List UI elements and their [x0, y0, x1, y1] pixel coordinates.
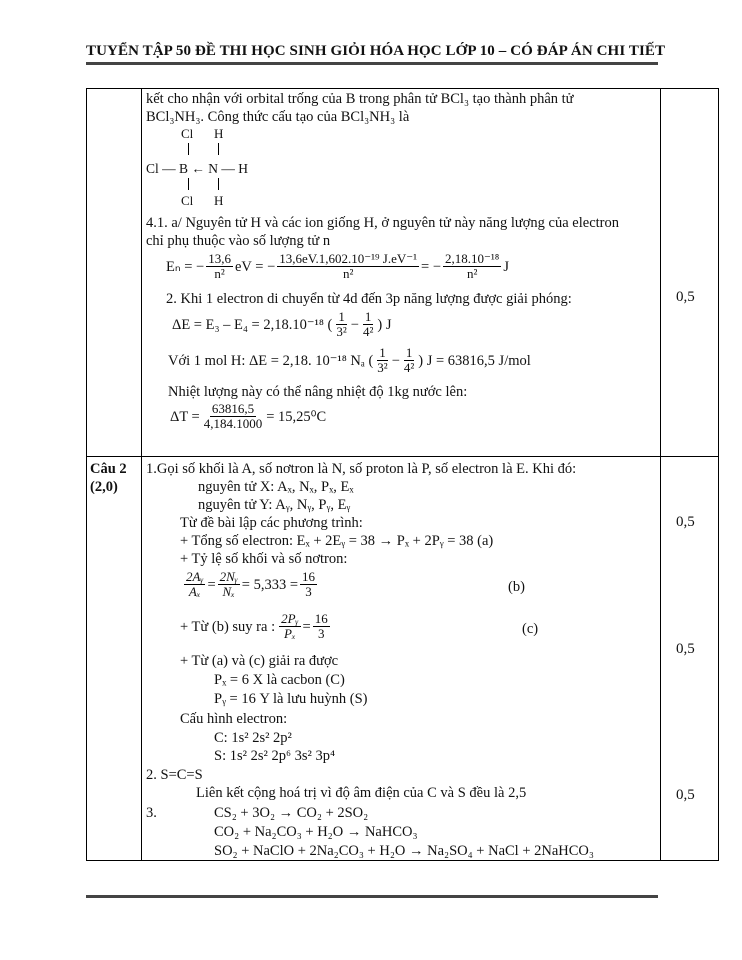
eq-part: eV = − [235, 258, 276, 275]
eq-part: n² [214, 266, 225, 281]
text-line: S: 1s² 2s² 2p⁶ 3s² 3p⁴ [214, 748, 336, 764]
text-line: BCl₃NH₃. Công thức cấu tạo của BCl₃NH₃ là [146, 109, 410, 125]
molar-energy-equation [168, 346, 531, 375]
eq-part: Với 1 mol H: ΔE = 2,18. 10⁻¹⁸ Nₐ ( [168, 352, 374, 369]
page-header: TUYỂN TẬP 50 ĐỀ THI HỌC SINH GIỎI HÓA HỌC LỚP 10 – CÓ ĐÁP ÁN CHI TIẾT [86, 43, 666, 59]
eq-part: 2Aᵧ [186, 569, 204, 584]
score-value: 0,5 [676, 641, 695, 657]
eq-part: = 5,333 = [241, 576, 299, 593]
eq-part: − [391, 352, 400, 369]
eq-part: 16 [302, 569, 316, 584]
energy-equation [166, 252, 509, 281]
eq-part: 3 [305, 584, 312, 599]
eq-part: 16 [314, 611, 328, 626]
reaction-line: CS₂ + 3O₂ → CO₂ + 2SO₂ [214, 805, 369, 821]
footer-rule [86, 895, 658, 898]
text-line: Pₓ = 6 X là cacbon (C) [214, 672, 345, 688]
eq-part: 1 [379, 345, 386, 360]
score-value: 0,5 [676, 787, 695, 803]
eq-part: 1 [338, 309, 345, 324]
eq-part: 13,6 [208, 251, 231, 266]
bond-line: Cl — B ← N — H [146, 161, 249, 176]
question-points: (2,0) [90, 479, 118, 495]
text-line: 1.Gọi số khối là A, số nơtron là N, số proton là P, số electron là E. Khi đó: [146, 461, 577, 477]
eq-part: 2Pᵧ [281, 611, 299, 626]
eq-part: 1 [364, 309, 372, 324]
header-rule [86, 62, 658, 65]
eq-part: 3² [377, 360, 388, 375]
eq-part: 3 [317, 626, 325, 641]
eq-part: 63816,5 [211, 401, 255, 416]
eq-part: 2Nᵧ [219, 569, 238, 584]
text-line: nguyên tử Y: Aᵧ, Nᵧ, Pᵧ, Eᵧ [198, 497, 351, 513]
eq-part: J [503, 258, 509, 275]
eq-part: 2,18.10⁻¹⁸ [445, 251, 500, 266]
eq-part: Pₓ [284, 626, 296, 641]
atom-label: H [214, 126, 224, 141]
eq-part: 13,6eV.1,602.10⁻¹⁹ J.eV⁻¹ [279, 251, 418, 266]
question-label: Câu 2 [90, 461, 127, 477]
eq-part: Aₓ [188, 584, 201, 599]
atom-label: Cl [181, 126, 194, 141]
score-value: 0,5 [676, 289, 695, 305]
text-line: + Từ (a) và (c) giải ra được [180, 653, 339, 669]
proton-ratio-equation: + Từ (b) suy ra : $\frac{\text{2Pᵧ}}{\text{Pₓ}}$ = $\frac{16}{3}$ [180, 611, 328, 641]
eq-part: 4² [403, 360, 415, 375]
eq-part: ) J = 63816,5 J/mol [418, 352, 531, 369]
eq-part: ) J [377, 316, 392, 333]
delta-e-equation [172, 310, 391, 339]
eq-part: − [350, 316, 359, 333]
atom-label: H [214, 193, 224, 208]
text-line: chỉ phụ thuộc vào số lượng tử n [146, 233, 331, 249]
text-line: + Tỷ lệ số khối và số nơtron: [180, 551, 348, 567]
text-line: 2. S=C=S [146, 767, 203, 783]
text-line: kết cho nhận với orbital trống của B trong phân tử BCl₃ tạo thành phân tử [146, 91, 574, 107]
text-line: Nhiệt lượng này có thể nâng nhiệt độ 1kg nước lên: [168, 384, 468, 400]
reaction-line: CO₂ + Na₂CO₃ + H₂O → NaHCO₃ [214, 824, 418, 840]
eq-part: n² [466, 266, 478, 281]
reaction-line: SO₂ + NaClO + 2Na₂CO₃ + H₂O → Na₂SO₄ + NaCl + 2NaHCO₃ [214, 843, 594, 859]
eq-part: ΔT = [170, 408, 200, 425]
atom-label: Cl [181, 193, 194, 208]
eq-part: 4² [362, 324, 374, 339]
text-line: nguyên tử X: Aₓ, Nₓ, Pₓ, Eₓ [198, 479, 354, 495]
text-line: 4.1. a/ Nguyên tử H và các ion giống H, ở nguyên tử này năng lượng của electron [146, 215, 619, 231]
text-line: + Tổng số electron: Eₓ + 2Eᵧ = 38 → Pₓ + 2Pᵧ = 38 (a) [180, 533, 494, 549]
text-line: 3. [146, 805, 157, 821]
eq-part: + Từ (b) suy ra : [180, 618, 276, 635]
score-value: 0,5 [676, 514, 695, 530]
eq-part: 1 [405, 345, 413, 360]
eq-part: ΔE = E₃ – E₄ = 2,18.10⁻¹⁸ ( [172, 316, 333, 333]
delta-t-equation [170, 402, 326, 431]
eq-part: 3² [336, 324, 347, 339]
eq-part: Eₙ = − [166, 258, 205, 275]
eq-part: n² [342, 266, 354, 281]
eq-part: Nₓ [222, 584, 235, 599]
text-line: 2. Khi 1 electron di chuyển từ 4d đến 3p năng lượng được giải phóng: [166, 291, 572, 307]
text-line: C: 1s² 2s² 2p² [214, 730, 292, 746]
eq-part: = 15,25⁰C [266, 408, 327, 425]
text-line: Liên kết cộng hoá trị vì độ âm điện của C và S đều là 2,5 [196, 785, 527, 801]
text-line: Từ đề bài lập các phương trình: [180, 515, 363, 531]
text-line: Pᵧ = 16 Y là lưu huỳnh (S) [214, 691, 368, 707]
eq-part: = − [421, 258, 442, 275]
text-line: Cấu hình electron: [180, 711, 288, 727]
equation-tag: (c) [522, 621, 539, 637]
eq-part: 4,184.1000 [203, 416, 263, 431]
ratio-equation: $\frac{\text{2Aᵧ}}{\text{Aₓ}}$ = $\frac{\text{2Nᵧ}}{\text{Nₓ}}$ = 5,333 = $\frac{16}{3}$ [186, 569, 316, 599]
equation-tag: (b) [508, 579, 525, 595]
